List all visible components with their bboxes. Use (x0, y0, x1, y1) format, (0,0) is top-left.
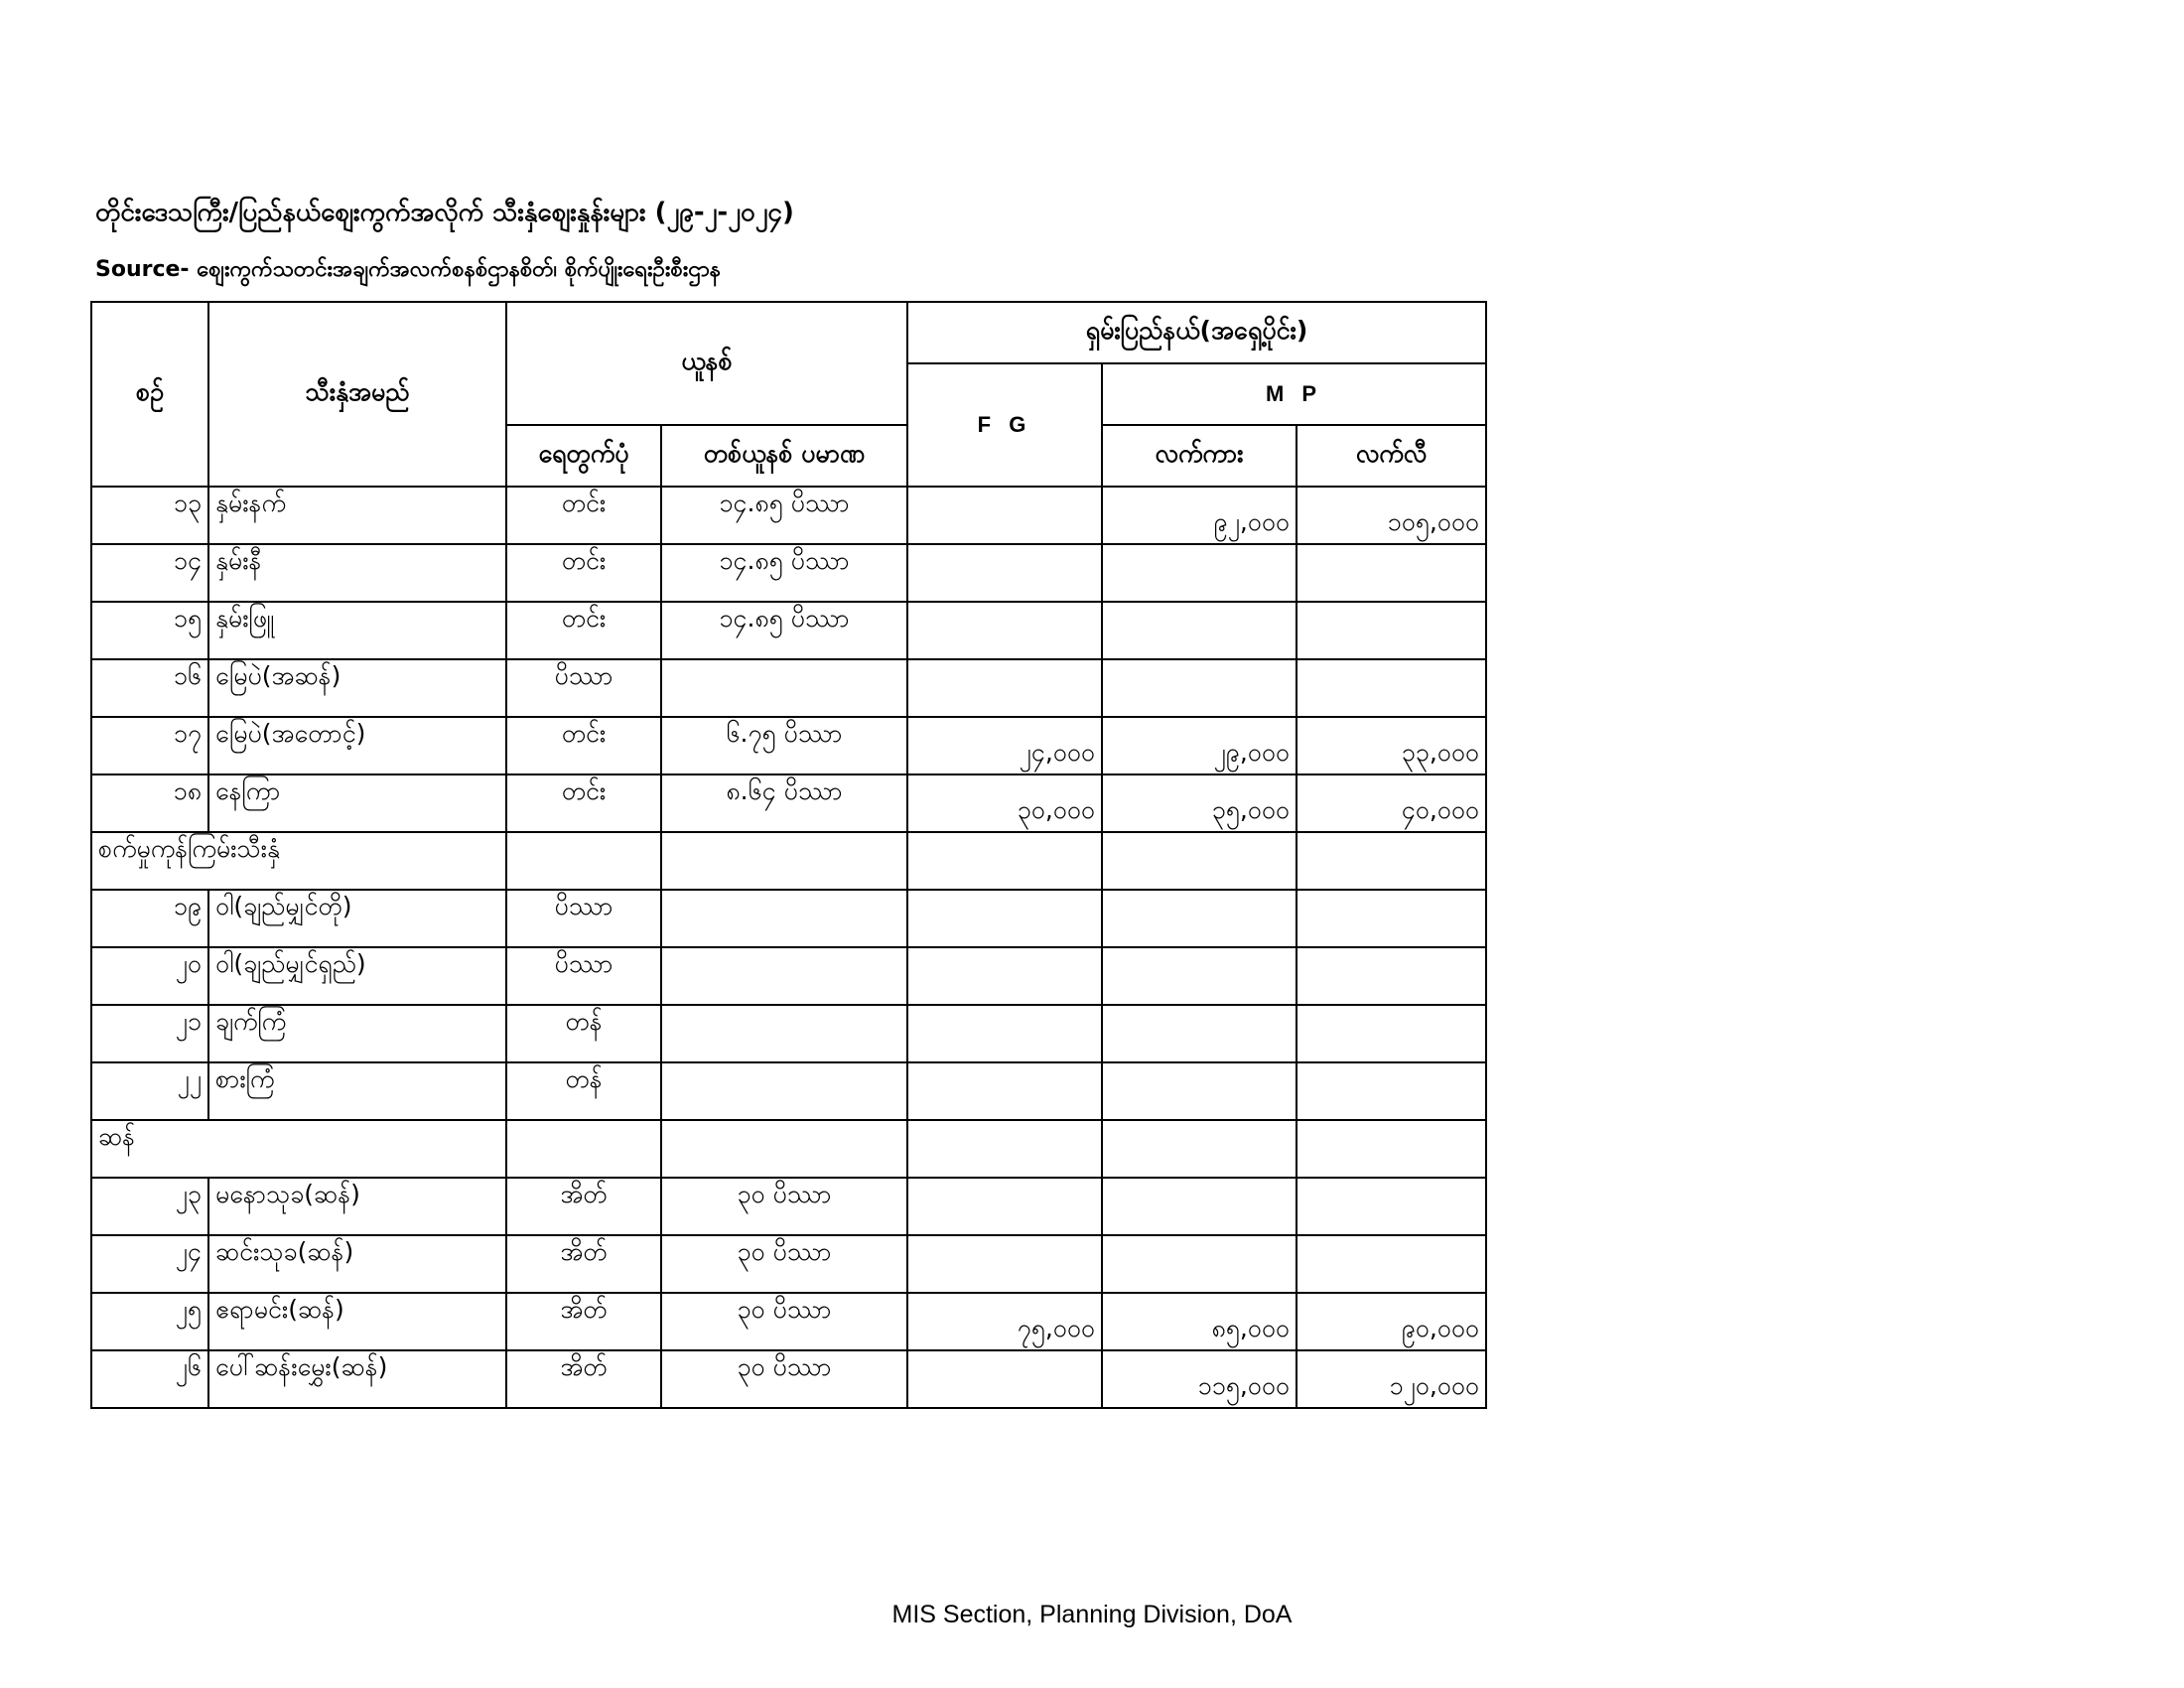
crop-name: နေကြာ (208, 774, 506, 832)
retail-price (1297, 1178, 1486, 1235)
table-row (91, 774, 1486, 832)
crop-name: ဝါ(ချည်မျှင်ရှည်) (208, 947, 506, 1005)
table-row (91, 487, 1486, 544)
market-unit: အိတ် (506, 1350, 661, 1408)
table-body (91, 487, 1486, 1408)
retail-price: ၁၀၅,၀၀၀ (1297, 487, 1486, 544)
empty-cell (1102, 1120, 1297, 1178)
retail-price (1297, 1005, 1486, 1062)
header-wholesale: လက်ကား (1102, 425, 1297, 487)
retail-price: ၃၃,၀၀၀ (1297, 717, 1486, 774)
wholesale-price (1102, 602, 1297, 659)
market-unit: တင်း (506, 774, 661, 832)
unit-size (661, 1062, 907, 1120)
table-row (91, 1062, 1486, 1120)
row-number: ၁၈ (91, 774, 208, 832)
market-unit: ပိဿာ (506, 890, 661, 947)
table-row (91, 1178, 1486, 1235)
fg-price (907, 1005, 1102, 1062)
empty-cell (1102, 832, 1297, 890)
row-number: ၂၅ (91, 1293, 208, 1350)
header-region: ရှမ်းပြည်နယ်(အရှေ့ပိုင်း) (907, 302, 1486, 363)
fg-price (907, 659, 1102, 717)
section-row (91, 1120, 1486, 1178)
crop-name: မြေပဲ(အတောင့်) (208, 717, 506, 774)
crop-name: ချက်ကြံ (208, 1005, 506, 1062)
market-unit: အိတ် (506, 1293, 661, 1350)
table-row (91, 890, 1486, 947)
retail-price: ၉၀,၀၀၀ (1297, 1293, 1486, 1350)
retail-price (1297, 602, 1486, 659)
wholesale-price (1102, 1178, 1297, 1235)
crop-name: နှမ်းဖြူ (208, 602, 506, 659)
unit-size: ၁၄.၈၅ ပိဿာ (661, 602, 907, 659)
crop-name: မနောသုခ(ဆန်) (208, 1178, 506, 1235)
unit-size: ၁၄.၈၅ ပိဿာ (661, 544, 907, 602)
fg-price (907, 947, 1102, 1005)
wholesale-price (1102, 1005, 1297, 1062)
wholesale-price (1102, 947, 1297, 1005)
retail-price (1297, 1062, 1486, 1120)
table-row (91, 947, 1486, 1005)
unit-size (661, 1005, 907, 1062)
wholesale-price: ၉၂,၀၀၀ (1102, 487, 1297, 544)
fg-price (907, 1178, 1102, 1235)
crop-name: ဆင်းသုခ(ဆန်) (208, 1235, 506, 1293)
table-row (91, 544, 1486, 602)
market-unit: တင်း (506, 602, 661, 659)
row-number: ၁၇ (91, 717, 208, 774)
crop-name: ပေါ်ဆန်းမွှေး(ဆန်) (208, 1350, 506, 1408)
fg-price (907, 890, 1102, 947)
market-unit: တင်း (506, 487, 661, 544)
crop-name: ဝါ(ချည်မျှင်တို) (208, 890, 506, 947)
page-footer: MIS Section, Planning Division, DoA (891, 1601, 1293, 1628)
fg-price (907, 1350, 1102, 1408)
empty-cell (661, 1120, 907, 1178)
empty-cell (1297, 1120, 1486, 1178)
unit-size: ၃၀ ပိဿာ (661, 1235, 907, 1293)
retail-price (1297, 1235, 1486, 1293)
empty-cell (1297, 832, 1486, 890)
market-unit: အိတ် (506, 1178, 661, 1235)
empty-cell (907, 1120, 1102, 1178)
unit-size: ၃၀ ပိဿာ (661, 1350, 907, 1408)
row-number: ၂၂ (91, 1062, 208, 1120)
row-number: ၂၃ (91, 1178, 208, 1235)
wholesale-price: ၂၉,၀၀၀ (1102, 717, 1297, 774)
header-fg: F G (907, 363, 1102, 487)
crop-name: မြေပဲ(အဆန်) (208, 659, 506, 717)
table-row (91, 1005, 1486, 1062)
fg-price: ၃၀,၀၀၀ (907, 774, 1102, 832)
row-number: ၁၄ (91, 544, 208, 602)
table-header (91, 302, 1486, 487)
header-mp: M P (1102, 363, 1486, 425)
fg-price: ၂၄,၀၀၀ (907, 717, 1102, 774)
header-retail: လက်လီ (1297, 425, 1486, 487)
header-no: စဉ် (91, 302, 208, 487)
crop-name: နှမ်းနက် (208, 487, 506, 544)
empty-cell (506, 1120, 661, 1178)
table-row (91, 717, 1486, 774)
retail-price (1297, 890, 1486, 947)
retail-price: ၁၂၀,၀၀၀ (1297, 1350, 1486, 1408)
row-number: ၂၁ (91, 1005, 208, 1062)
wholesale-price: ၈၅,၀၀၀ (1102, 1293, 1297, 1350)
fg-price (907, 602, 1102, 659)
unit-size: ၈.၆၄ ပိဿာ (661, 774, 907, 832)
table-row (91, 1350, 1486, 1408)
unit-size: ၆.၇၅ ပိဿာ (661, 717, 907, 774)
header-crop-name: သီးနှံအမည် (208, 302, 506, 487)
row-number: ၁၆ (91, 659, 208, 717)
wholesale-price: ၃၅,၀၀၀ (1102, 774, 1297, 832)
market-unit: ပိဿာ (506, 947, 661, 1005)
header-unit-group: ယူနစ် (506, 302, 907, 425)
fg-price (907, 487, 1102, 544)
fg-price (907, 1235, 1102, 1293)
market-unit: အိတ် (506, 1235, 661, 1293)
document-source: Source- စျေးကွက်သတင်းအချက်အလက်စနစ်ဌာနစိတ်၊ စိုက်ပျိုးရေးဦးစီးဌာန (95, 257, 721, 282)
market-unit: တင်း (506, 544, 661, 602)
table-row (91, 1293, 1486, 1350)
fg-price (907, 1062, 1102, 1120)
empty-cell (661, 832, 907, 890)
section-row (91, 832, 1486, 890)
wholesale-price (1102, 544, 1297, 602)
market-unit: တန် (506, 1062, 661, 1120)
retail-price (1297, 947, 1486, 1005)
row-number: ၂၄ (91, 1235, 208, 1293)
section-label: စက်မှုကုန်ကြမ်းသီးနှံ (91, 832, 506, 890)
table-row (91, 1235, 1486, 1293)
wholesale-price (1102, 659, 1297, 717)
fg-price (907, 544, 1102, 602)
wholesale-price (1102, 1235, 1297, 1293)
retail-price (1297, 659, 1486, 717)
market-unit: တန် (506, 1005, 661, 1062)
header-unit-size: တစ်ယူနစ် ပမာဏ (661, 425, 907, 487)
row-number: ၁၉ (91, 890, 208, 947)
unit-size: ၁၄.၈၅ ပိဿာ (661, 487, 907, 544)
retail-price: ၄၀,၀၀၀ (1297, 774, 1486, 832)
fg-price: ၇၅,၀၀၀ (907, 1293, 1102, 1350)
wholesale-price (1102, 890, 1297, 947)
row-number: ၂၀ (91, 947, 208, 1005)
market-unit: တင်း (506, 717, 661, 774)
row-number: ၁၃ (91, 487, 208, 544)
wholesale-price (1102, 1062, 1297, 1120)
unit-size: ၃၀ ပိဿာ (661, 1178, 907, 1235)
empty-cell (506, 832, 661, 890)
wholesale-price: ၁၁၅,၀၀၀ (1102, 1350, 1297, 1408)
section-label: ဆန် (91, 1120, 506, 1178)
table-row (91, 602, 1486, 659)
header-market-unit: ရေတွက်ပုံ (506, 425, 661, 487)
unit-size (661, 947, 907, 1005)
unit-size (661, 890, 907, 947)
row-number: ၂၆ (91, 1350, 208, 1408)
market-unit: ပိဿာ (506, 659, 661, 717)
retail-price (1297, 544, 1486, 602)
row-number: ၁၅ (91, 602, 208, 659)
crop-name: စားကြံ (208, 1062, 506, 1120)
unit-size: ၃၀ ပိဿာ (661, 1293, 907, 1350)
document-title: တိုင်းဒေသကြီး/ပြည်နယ်စျေးကွက်အလိုက် သီးနှံစျေးနှုန်းများ (၂၉-၂-၂၀၂၄) (95, 198, 794, 227)
table-row (91, 659, 1486, 717)
price-table (90, 301, 1487, 1409)
crop-name: ဧရာမင်း(ဆန်) (208, 1293, 506, 1350)
empty-cell (907, 832, 1102, 890)
unit-size (661, 659, 907, 717)
crop-name: နှမ်းနီ (208, 544, 506, 602)
